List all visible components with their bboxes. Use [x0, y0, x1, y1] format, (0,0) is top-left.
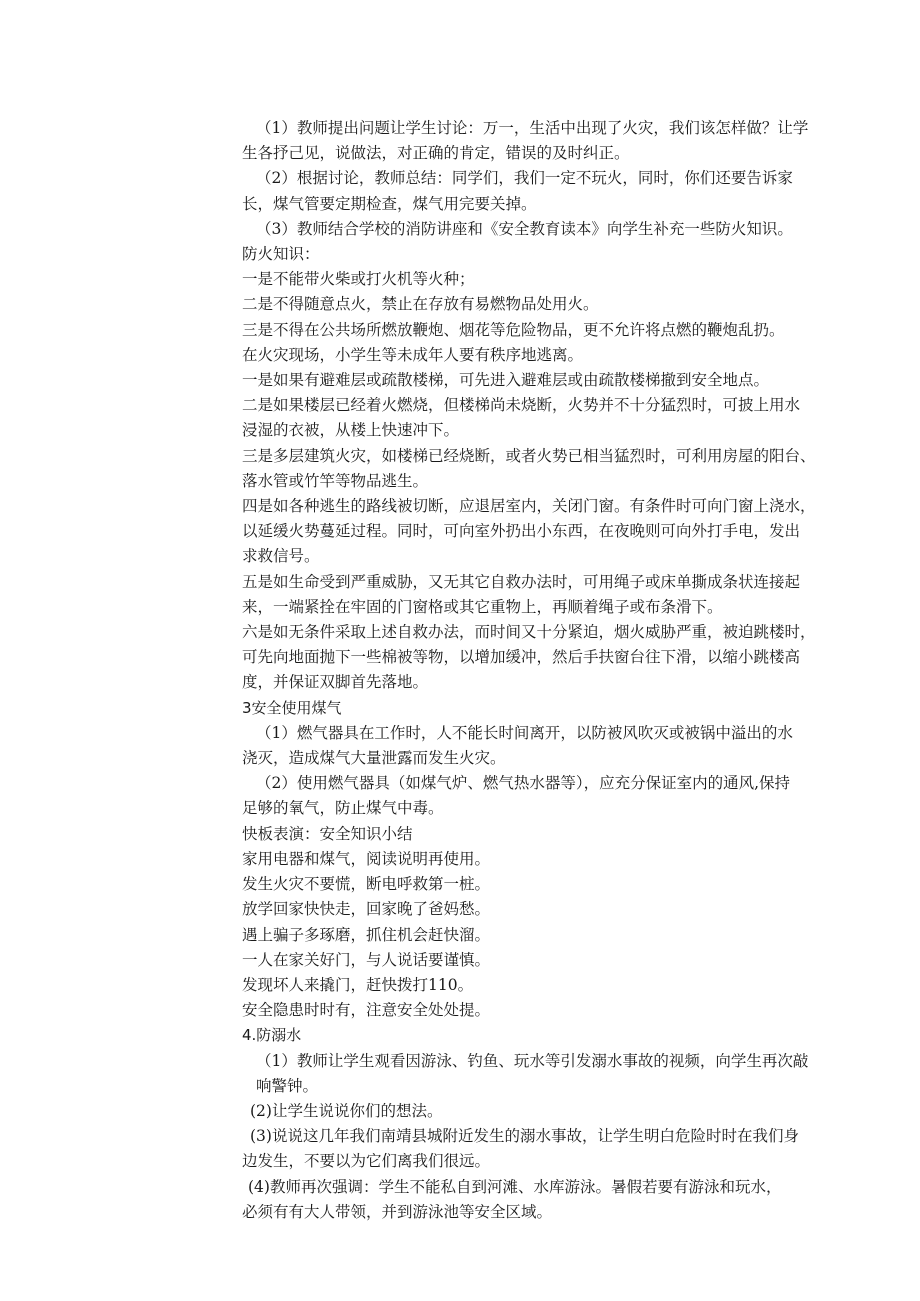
paragraph-line: 防火知识：	[242, 245, 320, 264]
paragraph-line: （2）根据讨论，教师总结：同学们，我们一定不玩火，同时，你们还要告诉家	[256, 169, 793, 188]
paragraph-line: 在火灾现场，小学生等未成年人要有秩序地逃离。	[242, 345, 584, 364]
paragraph-line: 一是不能带火柴或打火机等火种；	[242, 270, 475, 289]
paragraph-line: （3）教师结合学校的消防讲座和《安全教育读本》向学生补充一些防火知识。	[256, 219, 793, 238]
paragraph-line: （1）教师提出问题让学生讨论：万一，生活中出现了火灾，我们该怎样做？让学	[256, 119, 809, 137]
paragraph-line: 快板表演：安全知识小结	[242, 824, 413, 843]
rhyme-line: 发生火灾不要慌，断电呼救第一桩。	[242, 875, 491, 894]
paragraph-line: 二是不得随意点火，禁止在存放有易燃物品处用火。	[242, 295, 599, 314]
paragraph-line: 三是多层建筑火灾，如楼梯已经烧断，或者火势已相当猛烈时，可利用房屋的阳台、	[242, 446, 816, 465]
rhyme-line: 遇上骗子多琢磨，抓住机会赶快溜。	[242, 925, 491, 944]
rhyme-line: 一人在家关好门，与人说话要谨慎。	[242, 950, 491, 969]
paragraph-line: 必须有有大人带领，并到游泳池等安全区域。	[242, 1202, 553, 1221]
paragraph-line: （1）燃气器具在工作时，人不能长时间离开，以防被风吹灭或被锅中溢出的水	[256, 723, 793, 742]
paragraph-line: （1）教师让学生观看因游泳、钓鱼、玩水等引发溺水事故的视频，向学生再次敲	[256, 1051, 809, 1070]
paragraph-line: 三是不得在公共场所燃放鞭炮、烟花等危险物品，更不允许将点燃的鞭炮乱扔。	[242, 320, 785, 339]
paragraph-line: (3)说说这几年我们南靖县城附近发生的溺水事故，让学生明白危险时时在我们身	[250, 1127, 799, 1146]
paragraph-line: (2)让学生说说你们的想法。	[250, 1101, 443, 1120]
paragraph-line: 可先向地面抛下一些棉被等物，以增加缓冲，然后手扶窗台往下滑，以缩小跳楼高	[242, 648, 801, 667]
paragraph-line: 来，一端紧拴在牢固的门窗格或其它重物上，再顺着绳子或布条滑下。	[242, 597, 723, 616]
paragraph-line: 足够的氧气，防止煤气中毒。	[242, 799, 444, 818]
rhyme-line: 安全隐患时时有，注意安全处处提。	[242, 1001, 491, 1020]
paragraph-line: 边发生，不要以为它们离我们很远。	[242, 1152, 491, 1171]
rhyme-line: 放学回家快快走，回家晚了爸妈愁。	[242, 900, 491, 919]
paragraph-line: 一是如果有避难层或疏散楼梯，可先进入避难层或由疏散楼梯撤到安全地点。	[242, 371, 770, 390]
paragraph-line: 生各抒己见，说做法，对正确的肯定，错误的及时纠正。	[242, 144, 630, 163]
paragraph-line: （2）使用燃气器具（如煤气炉、燃气热水器等），应充分保证室内的通风,保持	[256, 774, 791, 793]
paragraph-line: (4)教师再次强调：学生不能私自到河滩、水库游泳。暑假若要有游泳和玩水，	[248, 1177, 782, 1196]
paragraph-line: 浸湿的衣被，从楼上快速冲下。	[242, 421, 460, 440]
rhyme-line: 家用电器和煤气，阅读说明再使用。	[242, 849, 491, 868]
section-heading: 4.防溺水	[242, 1026, 302, 1045]
paragraph-line: 以延缓火势蔓延过程。同时，可向室外扔出小东西，在夜晚则可向外打手电，发出	[242, 522, 801, 541]
paragraph-line: 四是如各种逃生的路线被切断，应退居室内，关闭门窗。有条件时可向门窗上浇水，	[242, 497, 816, 516]
paragraph-line: 求救信号。	[242, 547, 320, 566]
paragraph-line: 长，煤气管要定期检查，煤气用完要关掉。	[242, 194, 537, 213]
paragraph-line: 浇灭，造成煤气大量泄露而发生火灾。	[242, 749, 506, 768]
paragraph-line: 二是如果楼层已经着火燃烧，但楼梯尚未烧断，火势并不十分猛烈时，可披上用水	[242, 396, 801, 415]
paragraph-line: 五是如生命受到严重威胁，又无其它自救办法时，可用绳子或床单撕成条状连接起	[242, 572, 801, 591]
rhyme-line: 发现坏人来撬门，赶快拨打110。	[242, 975, 474, 994]
paragraph-line: 度，并保证双脚首先落地。	[242, 673, 429, 692]
section-heading: 3安全使用煤气	[242, 698, 342, 717]
paragraph-line: 六是如无条件采取上述自救办法，而时间又十分紧迫，烟火威胁严重，被迫跳楼时，	[242, 623, 816, 642]
paragraph-line: 落水管或竹竿等物品逃生。	[242, 471, 429, 490]
paragraph-line: 响警钟。	[256, 1076, 319, 1095]
document-body	[242, 116, 872, 1225]
